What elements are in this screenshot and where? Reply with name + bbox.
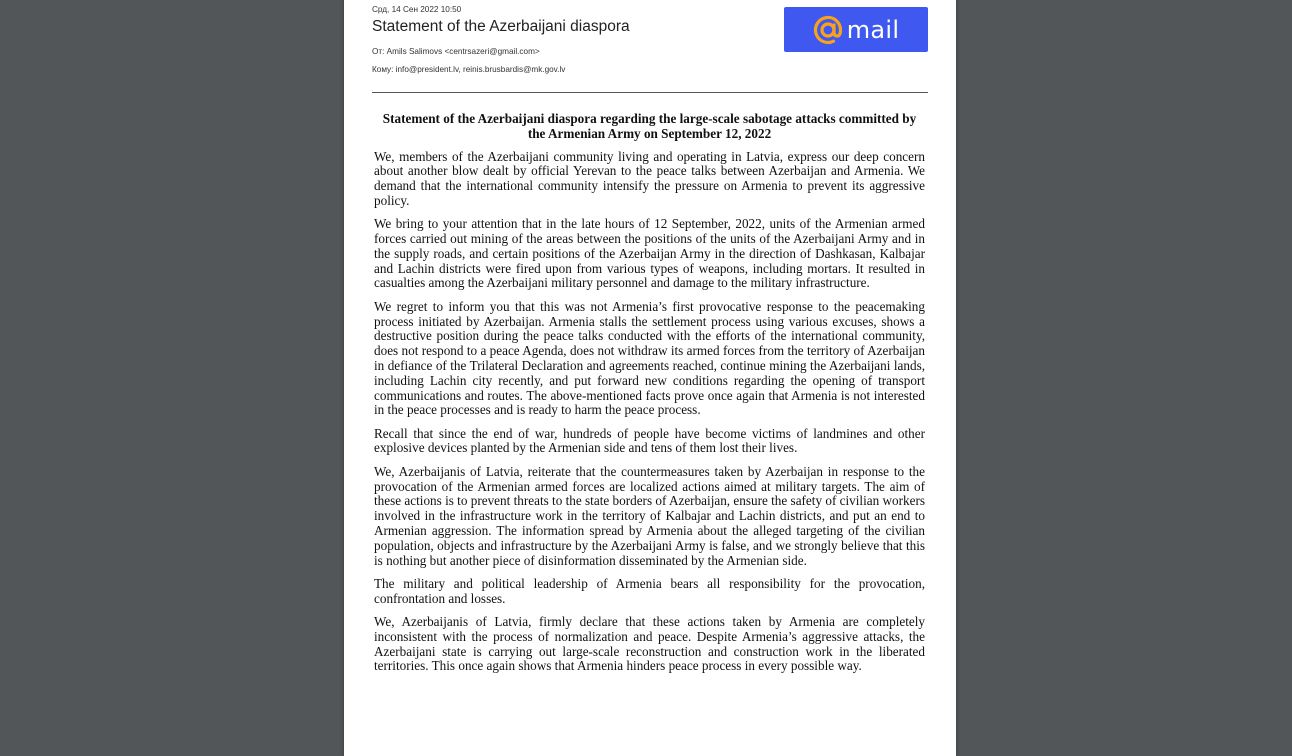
paragraph: The military and political leadership of Armenia bears all responsibility for the provocation, confrontation and losses. (374, 575, 925, 606)
document-title: Statement of the Azerbaijani diaspora regarding the large-scale sabotage attacks committed by the Armenian Army on September 12, 2022 (382, 111, 917, 142)
email-to: Кому: info@president.lv, reinis.brusbardis@mk.gov.lv (372, 65, 566, 74)
paragraph: We, members of the Azerbaijani community living and operating in Latvia, express our deep concern about another blow dealt by official Yerevan to the peace talks between Azerbaijan and Armenia. We demand that the international community intensify the pressure on Armenia to prevent its aggressive policy. (374, 148, 925, 208)
mail-logo-text: mail (846, 15, 900, 44)
email-from: От: Amils Salimovs <centrsazeri@gmail.com> (372, 47, 540, 56)
at-sign-icon (813, 15, 843, 45)
mail-logo (784, 7, 928, 52)
paragraph: Recall that since the end of war, hundreds of people have become victims of landmines and other explosive devices planted by the Armenian side and tens of them lost their lives. (374, 425, 925, 456)
document-body (374, 111, 925, 683)
email-date: Срд, 14 Сен 2022 10:50 (372, 5, 462, 14)
paragraph: We bring to your attention that in the late hours of 12 September, 2022, units of the Armenian armed forces carried out mining of the areas between the positions of the units of the Azerbaijani Army and in the supply roads, and certain positions of the Azerbaijan Army in the direction of Dashkasan, Kalbajar and Lachin districts were fired upon from various types of weapons, including mortars. It resulted in casualties among the Azerbaijani military personnel and damage to the military infrastructure. (374, 216, 925, 291)
email-subject: Statement of the Azerbaijani diaspora (372, 18, 630, 35)
paragraph: We, Azerbaijanis of Latvia, firmly declare that these actions taken by Armenia are completely inconsistent with the process of normalization and peace. Despite Armenia’s aggressive attacks, the Azerbaijani state is carrying out large-scale reconstruction and construction work in the liberated territories. This once again shows that Armenia hinders peace process in every possible way. (374, 613, 925, 674)
document-page (344, 0, 956, 756)
paragraph: We, Azerbaijanis of Latvia, reiterate that the countermeasures taken by Azerbaijan in response to the provocation of the Armenian armed forces are localized actions aimed at military targets. The aim of these actions is to prevent threats to the state borders of Azerbaijan, ensure the safety of civilian workers involved in the infrastructure work in the territory of Kalbajar and Lachin districts, and put an end to Armenian aggression. The information spread by Armenia about the alleged targeting of the civilian population, objects and infrastructure by the Azerbaijani Army is false, and we strongly believe that this is nothing but another piece of disinformation disseminated by the Armenian side. (374, 463, 925, 568)
paragraph: We regret to inform you that this was not Armenia’s first provocative response to the peacemaking process initiated by Azerbaijan. Armenia stalls the settlement process using various excuses, shows a destructive position during the peace talks conducted with the efforts of the international community, does not respond to a peace Agenda, does not withdraw its armed forces from the territory of Azerbaijan in defiance of the Trilateral Declaration and agreements reached, continue mining the Azerbaijani lands, including Lachin city recently, and put forward new conditions regarding the opening of transport communications and routes. The above-mentioned facts prove once again that Armenia is not interested in the peace processes and is ready to harm the peace process. (374, 298, 925, 418)
header-divider (372, 92, 928, 93)
